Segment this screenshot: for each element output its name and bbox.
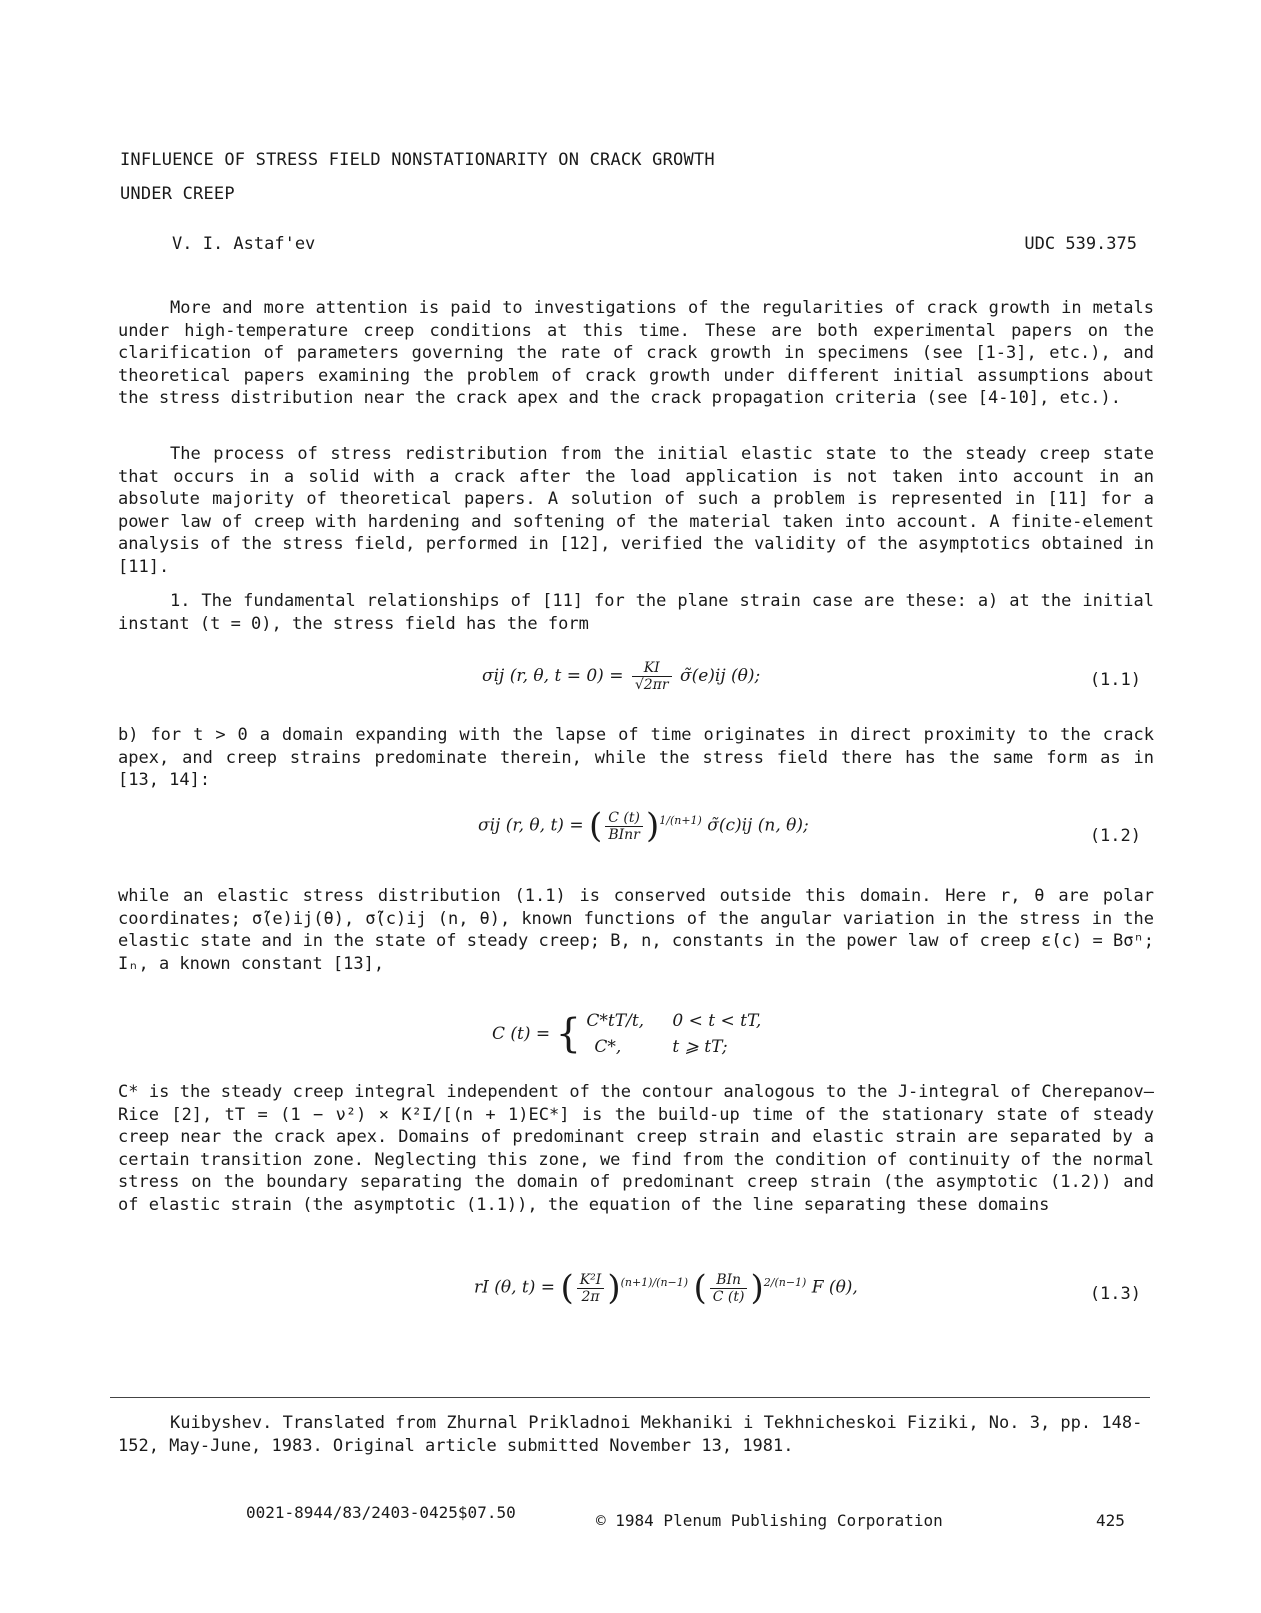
eq2-lhs: σij (r, θ, t) = — [478, 815, 584, 836]
eqC-case-1: C*tT/t, — [586, 1011, 645, 1031]
copyright: © 1984 Plenum Publishing Corporation — [596, 1511, 943, 1530]
paragraph-2 — [118, 443, 1154, 579]
eq1-numerator: KI — [632, 660, 672, 677]
eq2-right-paren: ) — [645, 806, 660, 846]
paragraph-1 — [118, 297, 1154, 410]
udc-code: UDC 539.375 — [1024, 234, 1137, 254]
eq2-rhs: σ̃(c)ij (n, θ); — [707, 815, 809, 836]
paragraph-3 — [118, 590, 1154, 635]
eq1-rhs: σ̃(e)ij (θ); — [679, 666, 761, 686]
eq3-denominator-2: C (t) — [712, 1288, 745, 1305]
equation-number-1-1: (1.1) — [1089, 670, 1141, 690]
eq3-exponent-2: 2/(n−1) — [763, 1275, 807, 1289]
eqC-cases — [586, 1008, 761, 1060]
eq3-right-paren-2: ) — [750, 1268, 764, 1308]
eq3-left-paren-2: ( — [693, 1268, 707, 1308]
title-line-1: INFLUENCE OF STRESS FIELD NONSTATIONARITY ON CRACK GROWTH — [120, 150, 715, 170]
eqC-case-2: C*, — [594, 1037, 622, 1057]
paragraph-3-text: 1. The fundamental relationships of [11] for the plane strain case are these: a) at the initial instant (t = 0), the stress field has the form — [118, 591, 1154, 634]
paragraph-5 — [118, 885, 1154, 975]
eq2-denominator: BInr — [608, 826, 640, 843]
equation-c-of-t — [492, 1008, 761, 1060]
paragraph-1-text: More and more attention is paid to investigations of the regularities of crack growth in metals under high-temperature creep conditions at this time. These are both experimental papers on the clarification of parameters governing the rate of crack growth in specimens (see [1-3], etc.), and theoretical papers examining the problem of crack growth under different initial assumptions about the stress distribution near the crack apex and the crack propagation criteria (see [4-10], etc.). — [118, 298, 1154, 409]
equation-1-2 — [478, 806, 809, 846]
paragraph-4-text: b) for t > 0 a domain expanding with the lapse of time originates in direct proximity to the crack apex, and creep strains predominate therein, while the stress field there has the same form as in [13, 14]: — [118, 725, 1154, 791]
equation-1-1 — [482, 660, 760, 693]
equation-1-3 — [474, 1268, 858, 1308]
eqC-brace: { — [555, 1011, 582, 1057]
eq2-exponent: 1/(n+1) — [659, 813, 702, 827]
eq3-right-paren-1: ) — [607, 1268, 621, 1308]
eqC-lhs: C (t) = — [492, 1024, 551, 1044]
eq1-denominator: √2πr — [634, 677, 669, 693]
article-code: 0021-8944/83/2403-0425$07.50 — [246, 1503, 516, 1522]
paragraph-2-text: The process of stress redistribution from the initial elastic state to the steady creep state that occurs in a solid with a crack after the load application is not taken into account in an absolute majority of theoretical papers. A solution of such a problem is represented in [11] for a power law of creep with hardening and softening of the material taken into account. A finite-element analysis of the stress field, performed in [12], verified the validity of the asymptotics obtained in [11]. — [118, 444, 1154, 577]
equation-number-1-2: (1.2) — [1089, 826, 1141, 846]
eq2-numerator: C (t) — [605, 810, 643, 827]
eq3-fraction-1 — [577, 1272, 605, 1305]
eq3-denominator-1: 2π — [581, 1288, 600, 1305]
eq3-fraction-2 — [710, 1272, 748, 1305]
title-line-2: UNDER CREEP — [120, 184, 235, 204]
eq3-left-paren-1: ( — [560, 1268, 574, 1308]
paragraph-4 — [118, 724, 1154, 792]
eqC-condition-1: 0 < t < tT, — [672, 1011, 762, 1031]
eq1-lhs: σij (r, θ, t = 0) = — [482, 666, 624, 686]
eq1-fraction — [632, 660, 672, 693]
paragraph-6-text: C* is the steady creep integral independent of the contour analogous to the J-integral of Cherepanov–Rice [2], tT = (1 − ν²) × K²I/[(n + 1)EC*] is the build-up time of the stationary state of steady creep near the crack apex. Domains of predominant creep strain and elastic strain are separated by a certain transition zone. Neglecting this zone, we find from the condition of continuity of the normal stress on the boundary separating the domain of predominant creep strain (the asymptotic (1.2)) and of elastic strain (the asymptotic (1.1)), the equation of the line separating these domains — [118, 1082, 1154, 1215]
eq3-rhs: F (θ), — [811, 1277, 858, 1298]
eqC-row-1 — [586, 1008, 761, 1034]
eq2-fraction — [605, 810, 643, 843]
equation-number-1-3: (1.3) — [1089, 1284, 1141, 1304]
eq3-lhs: rI (θ, t) = — [474, 1277, 556, 1298]
eq3-numerator-2: BIn — [710, 1272, 748, 1289]
footnote-text: Kuibyshev. Translated from Zhurnal Prikladnoi Mekhaniki i Tekhnicheskoi Fiziki, No. 3, pp. 148-152, May-June, 1983. Original article submitted November 13, 1981. — [118, 1413, 1143, 1456]
page-number: 425 — [1096, 1511, 1125, 1530]
eq3-exponent-1: (n+1)/(n−1) — [620, 1275, 689, 1289]
footnote-divider — [110, 1397, 1150, 1398]
eq3-numerator-1: K²I — [577, 1272, 605, 1289]
eqC-condition-2: t ⩾ tT; — [672, 1037, 728, 1057]
author: V. I. Astaf'ev — [172, 234, 316, 254]
paragraph-6 — [118, 1081, 1154, 1217]
eq2-left-paren: ( — [588, 806, 603, 846]
footnote — [118, 1412, 1154, 1457]
paragraph-5-text: while an elastic stress distribution (1.1) is conserved outside this domain. Here r, θ are polar coordinates; σ̃(e)ij(θ), σ̃(c)ij (n, θ), known functions of the angular variation in the stress in the elastic state and in the state of steady creep; B, n, constants in the power law of creep ε̇(c) = Bσⁿ; Iₙ, a known constant [13], — [118, 886, 1154, 974]
eqC-row-2 — [586, 1034, 761, 1060]
